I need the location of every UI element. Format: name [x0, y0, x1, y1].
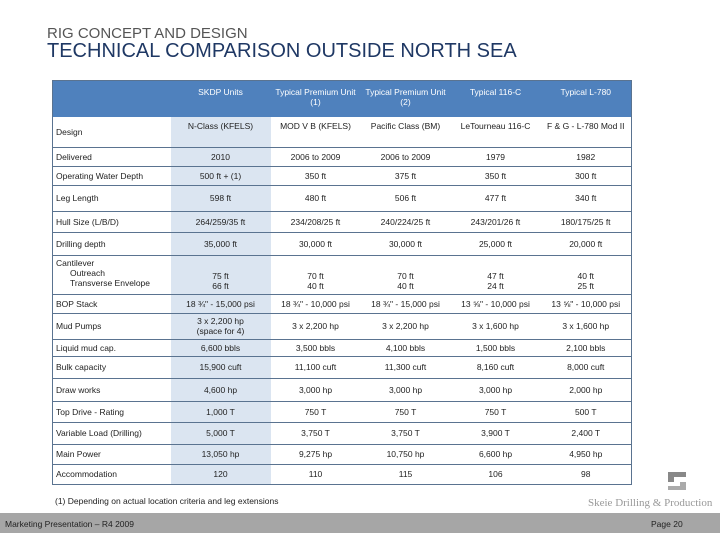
table-cell: 4,950 hp — [541, 444, 632, 464]
row-label — [53, 294, 171, 313]
row-label-text: Delivered — [56, 151, 92, 162]
table-cell: 18 ¾" - 15,000 psi — [361, 294, 451, 313]
table-cell: 180/175/25 ft — [541, 211, 632, 232]
table-cell: 2006 to 2009 — [271, 147, 361, 166]
table-cell: 40 ft 25 ft — [541, 255, 632, 294]
table-cell: 3,750 T — [271, 422, 361, 444]
table-row — [53, 401, 632, 422]
table-row — [53, 464, 632, 484]
table-cell: 3,000 hp — [451, 378, 541, 401]
row-label — [53, 422, 171, 444]
row-label-text: Variable Load (Drilling) — [56, 428, 142, 438]
table-row — [53, 356, 632, 378]
row-label-text: Hull Size (L/B/D) — [56, 216, 119, 227]
brand-name: Skeie Drilling & Production — [588, 497, 713, 509]
row-label — [53, 378, 171, 401]
table-cell: 11,100 cuft — [271, 356, 361, 378]
table-cell: 350 ft — [271, 166, 361, 185]
table-cell: 2,000 hp — [541, 378, 632, 401]
table-row — [53, 422, 632, 444]
table-cell: Pacific Class (BM) — [361, 117, 451, 147]
row-label — [53, 211, 171, 232]
row-label-text: Bulk capacity — [56, 362, 107, 372]
table-row — [53, 185, 632, 211]
column-header: SKDP Units — [171, 81, 271, 118]
table-cell: 750 T — [451, 401, 541, 422]
table-cell: 106 — [451, 464, 541, 484]
table-row — [53, 313, 632, 339]
table-row — [53, 147, 632, 166]
table-header-row — [53, 81, 632, 118]
table-cell: 4,100 bbls — [361, 339, 451, 356]
table-cell: 500 T — [541, 401, 632, 422]
column-header: Typical Premium Unit (2) — [361, 81, 451, 118]
footer-bar — [0, 513, 720, 533]
column-header — [53, 81, 171, 118]
table-cell: 6,600 bbls — [171, 339, 271, 356]
table-cell: LeTourneau 116-C — [451, 117, 541, 147]
comparison-table — [52, 80, 632, 485]
table-cell: 3,500 bbls — [271, 339, 361, 356]
table-cell: 477 ft — [451, 185, 541, 211]
table-cell: 35,000 ft — [171, 232, 271, 255]
table-cell: 2006 to 2009 — [361, 147, 451, 166]
row-label — [53, 339, 171, 356]
table-cell: 120 — [171, 464, 271, 484]
table-cell: 2010 — [171, 147, 271, 166]
table-row — [53, 294, 632, 313]
section-supertitle: RIG CONCEPT AND DESIGN — [47, 25, 248, 42]
table-cell: 25,000 ft — [451, 232, 541, 255]
row-label — [53, 444, 171, 464]
table-cell: 243/201/26 ft — [451, 211, 541, 232]
footnote: (1) Depending on actual location criteria and leg extensions — [55, 496, 279, 506]
row-label — [53, 232, 171, 255]
table-cell: 110 — [271, 464, 361, 484]
table-cell: 30,000 ft — [271, 232, 361, 255]
table-cell: 3,000 hp — [271, 378, 361, 401]
table-row — [53, 117, 632, 147]
table-cell: 500 ft + (1) — [171, 166, 271, 185]
table-cell: 6,600 hp — [451, 444, 541, 464]
row-label — [53, 356, 171, 378]
row-sublabel: Transverse Envelope — [70, 277, 151, 288]
table-cell: 10,750 hp — [361, 444, 451, 464]
table-cell: F & G - L-780 Mod II — [541, 117, 632, 147]
table-cell: 3 x 1,600 hp — [451, 313, 541, 339]
row-label — [53, 147, 171, 166]
row-label-text: Accommodation — [56, 469, 117, 479]
row-label — [53, 401, 171, 422]
table-cell: 18 ¾" - 15,000 psi — [171, 294, 271, 313]
table-cell: 234/208/25 ft — [271, 211, 361, 232]
row-label — [53, 255, 171, 294]
row-label-text: Leg Length — [56, 193, 99, 203]
table-cell: 11,300 cuft — [361, 356, 451, 378]
table-cell: 47 ft 24 ft — [451, 255, 541, 294]
table-cell: 30,000 ft — [361, 232, 451, 255]
row-sublabel: Outreach — [70, 267, 105, 278]
table-cell: 1,500 bbls — [451, 339, 541, 356]
table-cell: 750 T — [271, 401, 361, 422]
company-logo-icon — [668, 472, 686, 490]
row-label-text: Main Power — [56, 449, 101, 459]
table-cell: 240/224/25 ft — [361, 211, 451, 232]
row-label-text: Operating Water Depth — [56, 170, 144, 181]
table-cell: 4,600 hp — [171, 378, 271, 401]
table-cell: 3,000 hp — [361, 378, 451, 401]
row-label-text: Draw works — [56, 384, 101, 395]
table-cell: 340 ft — [541, 185, 632, 211]
table-cell: 2,100 bbls — [541, 339, 632, 356]
table-cell: 3 x 2,200 hp — [361, 313, 451, 339]
footer-presentation: Marketing Presentation – R4 2009 — [5, 519, 134, 529]
table-cell: 3 x 2,200 hp (space for 4) — [171, 313, 271, 339]
table-cell: 9,275 hp — [271, 444, 361, 464]
row-label-text: BOP Stack — [56, 298, 98, 309]
table-cell: 75 ft 66 ft — [171, 255, 271, 294]
table-cell: 20,000 ft — [541, 232, 632, 255]
table-cell: 115 — [361, 464, 451, 484]
table-cell: 13 ⅝" - 10,000 psi — [451, 294, 541, 313]
row-label — [53, 166, 171, 185]
table-cell: 98 — [541, 464, 632, 484]
table-cell: 18 ¾" - 10,000 psi — [271, 294, 361, 313]
table-cell: 1,000 T — [171, 401, 271, 422]
table-cell: 70 ft 40 ft — [361, 255, 451, 294]
table-cell: 350 ft — [451, 166, 541, 185]
table-cell: 2,400 T — [541, 422, 632, 444]
page-number: Page 20 — [651, 519, 683, 529]
table-cell: 1982 — [541, 147, 632, 166]
table-cell: 15,900 cuft — [171, 356, 271, 378]
row-label — [53, 464, 171, 484]
table-cell: 5,000 T — [171, 422, 271, 444]
table-cell: 598 ft — [171, 185, 271, 211]
table-cell: 750 T — [361, 401, 451, 422]
page-title: TECHNICAL COMPARISON OUTSIDE NORTH SEA — [47, 40, 517, 62]
table-cell: 3,750 T — [361, 422, 451, 444]
row-label-text: Liquid mud cap. — [56, 342, 117, 353]
row-label — [53, 185, 171, 211]
table-cell: 13,050 hp — [171, 444, 271, 464]
row-label-text: Cantilever — [56, 257, 95, 268]
table-row — [53, 339, 632, 356]
table-cell: MOD V B (KFELS) — [271, 117, 361, 147]
row-label-text: Mud Pumps — [56, 321, 102, 331]
table-cell: 8,000 cuft — [541, 356, 632, 378]
column-header: Typical Premium Unit (1) — [271, 81, 361, 118]
column-header: Typical 116-C — [451, 81, 541, 118]
table-cell: 300 ft — [541, 166, 632, 185]
column-header: Typical L-780 — [541, 81, 632, 118]
table-cell: N-Class (KFELS) — [171, 117, 271, 147]
row-label-text: Top Drive - Rating — [56, 406, 125, 417]
table-row — [53, 232, 632, 255]
row-label — [53, 313, 171, 339]
table-row — [53, 255, 632, 294]
row-label — [53, 117, 171, 147]
table-row — [53, 166, 632, 185]
table-cell: 3 x 2,200 hp — [271, 313, 361, 339]
table-cell: 70 ft 40 ft — [271, 255, 361, 294]
row-label-text: Drilling depth — [56, 238, 106, 249]
table-cell: 506 ft — [361, 185, 451, 211]
table-row — [53, 378, 632, 401]
table-cell: 1979 — [451, 147, 541, 166]
table-row — [53, 444, 632, 464]
table-cell: 480 ft — [271, 185, 361, 211]
table-cell: 3 x 1,600 hp — [541, 313, 632, 339]
table-cell: 13 ⅝" - 10,000 psi — [541, 294, 632, 313]
table-cell: 264/259/35 ft — [171, 211, 271, 232]
table-cell: 375 ft — [361, 166, 451, 185]
row-label-text: Design — [56, 126, 83, 137]
table-row — [53, 211, 632, 232]
table-cell: 3,900 T — [451, 422, 541, 444]
table-cell: 8,160 cuft — [451, 356, 541, 378]
